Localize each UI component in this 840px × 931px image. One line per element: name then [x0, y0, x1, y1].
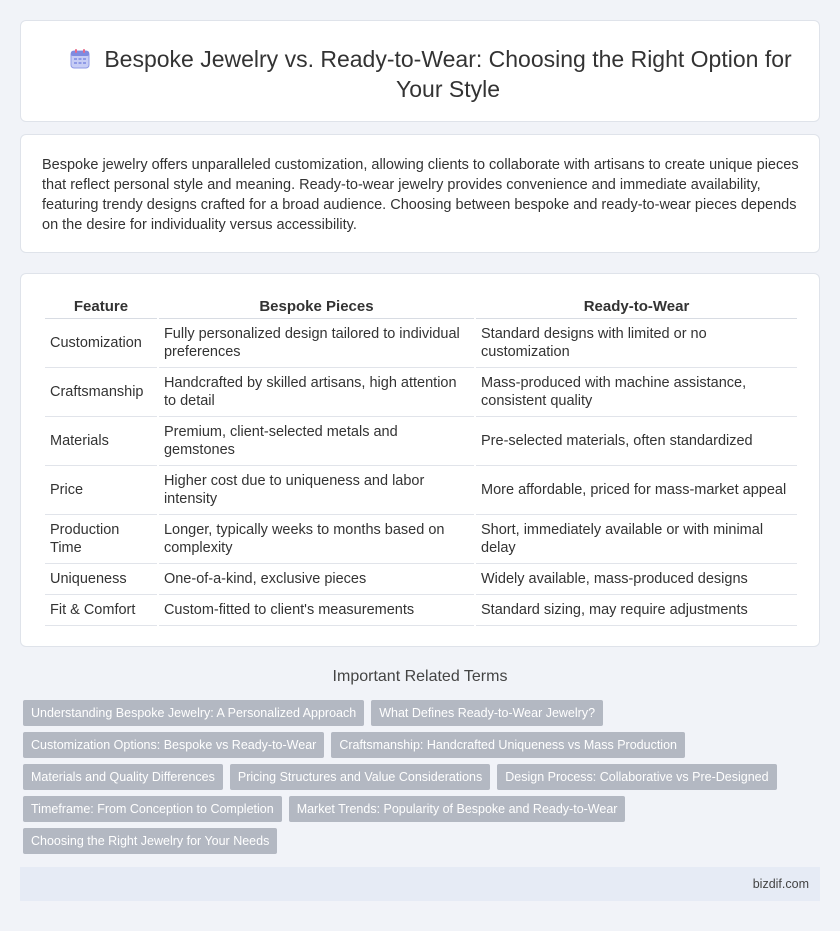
ready-cell: Standard designs with limited or no customization	[476, 319, 797, 368]
calendar-icon	[68, 47, 92, 71]
bespoke-cell: Premium, client-selected metals and gemstones	[159, 417, 474, 466]
bespoke-cell: Handcrafted by skilled artisans, high attention to detail	[159, 368, 474, 417]
feature-cell: Craftsmanship	[45, 368, 157, 417]
feature-cell: Price	[45, 466, 157, 515]
related-term-tag[interactable]: Materials and Quality Differences	[23, 764, 223, 790]
feature-cell: Materials	[45, 417, 157, 466]
related-term-tag[interactable]: Understanding Bespoke Jewelry: A Personalized Approach	[23, 700, 364, 726]
ready-cell: Mass-produced with machine assistance, consistent quality	[476, 368, 797, 417]
comparison-table	[43, 294, 799, 626]
feature-cell: Customization	[45, 319, 157, 368]
header-card	[20, 20, 820, 122]
related-term-tag[interactable]: Timeframe: From Conception to Completion	[23, 796, 282, 822]
related-term-tag[interactable]: Choosing the Right Jewelry for Your Needs	[23, 828, 277, 854]
table-row	[45, 515, 797, 564]
ready-cell: Standard sizing, may require adjustments	[476, 595, 797, 626]
table-row	[45, 368, 797, 417]
table-row	[45, 319, 797, 368]
table-row	[45, 564, 797, 595]
bespoke-cell: Higher cost due to uniqueness and labor intensity	[159, 466, 474, 515]
related-term-tag[interactable]: Craftsmanship: Handcrafted Uniqueness vs Mass Production	[331, 732, 685, 758]
intro-card	[20, 134, 820, 253]
related-term-tag[interactable]: Pricing Structures and Value Considerations	[230, 764, 490, 790]
bespoke-cell: One-of-a-kind, exclusive pieces	[159, 564, 474, 595]
bespoke-cell: Custom-fitted to client's measurements	[159, 595, 474, 626]
feature-cell: Uniqueness	[45, 564, 157, 595]
header-bespoke: Bespoke Pieces	[159, 294, 474, 319]
table-row	[45, 417, 797, 466]
ready-cell: Short, immediately available or with minimal delay	[476, 515, 797, 564]
table-row	[45, 595, 797, 626]
related-term-tag[interactable]: Design Process: Collaborative vs Pre-Designed	[497, 764, 776, 790]
ready-cell: Widely available, mass-produced designs	[476, 564, 797, 595]
table-header-row	[45, 294, 797, 319]
related-term-tag[interactable]: What Defines Ready-to-Wear Jewelry?	[371, 700, 603, 726]
ready-cell: Pre-selected materials, often standardized	[476, 417, 797, 466]
related-terms-tags	[23, 700, 823, 860]
footer	[20, 867, 820, 901]
header-feature: Feature	[45, 294, 157, 319]
footer-site-link[interactable]: bizdif.com	[752, 877, 809, 891]
related-terms-heading: Important Related Terms	[332, 668, 508, 685]
related-term-tag[interactable]: Customization Options: Bespoke vs Ready-to-Wear	[23, 732, 324, 758]
ready-cell: More affordable, priced for mass-market appeal	[476, 466, 797, 515]
comparison-table-card	[20, 273, 820, 647]
feature-cell: Production Time	[45, 515, 157, 564]
related-term-tag[interactable]: Market Trends: Popularity of Bespoke and Ready-to-Wear	[289, 796, 626, 822]
page-title: Bespoke Jewelry vs. Ready-to-Wear: Choosing the Right Option for Your Style	[104, 46, 792, 102]
bespoke-cell: Longer, typically weeks to months based on complexity	[159, 515, 474, 564]
header-ready-to-wear: Ready-to-Wear	[476, 294, 797, 319]
intro-text: Bespoke jewelry offers unparalleled customization, allowing clients to collaborate with artisans to create unique pieces that reflect personal style and meaning. Ready-to-wear jewelry provides convenience and immediate availability, featuring trendy designs crafted for a broad audience. Choosing between bespoke and ready-to-wear pieces depends on the desire for individuality versus accessibility.	[42, 157, 799, 233]
feature-cell: Fit & Comfort	[45, 595, 157, 626]
bespoke-cell: Fully personalized design tailored to individual preferences	[159, 319, 474, 368]
table-row	[45, 466, 797, 515]
